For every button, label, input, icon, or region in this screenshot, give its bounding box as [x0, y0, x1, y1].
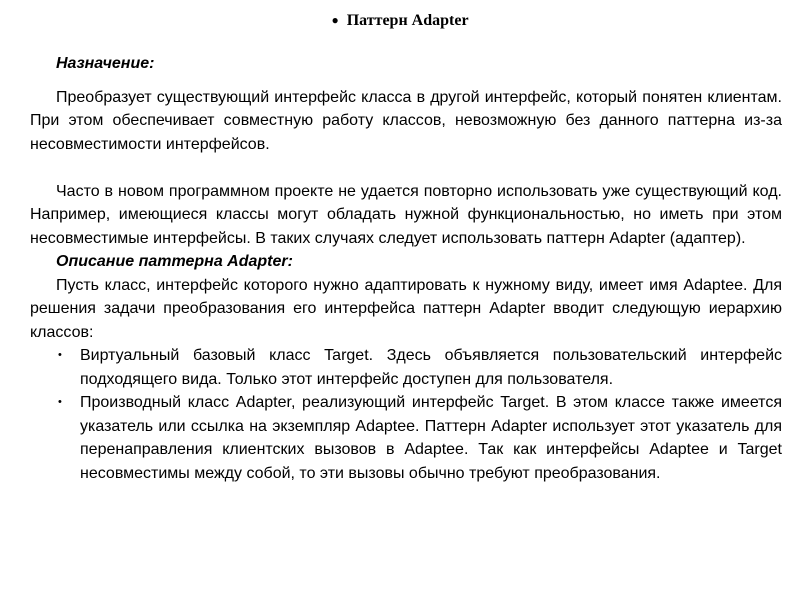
description-heading: Описание паттерна Adapter: — [56, 253, 293, 270]
description-intro: Пусть класс, интерфейс которого нужно адаптировать к нужному виду, имеет имя Adaptee. Для решения задачи преобразования его интерфейса паттерн Adapter вводит следующую иерархию классов: — [30, 276, 782, 341]
slide-content — [30, 52, 782, 485]
list-item-text: Виртуальный базовый класс Target. Здесь объявляется пользовательский интерфейс подходящего вида. Только этот интерфейс доступен для пользователя. — [80, 347, 782, 388]
class-hierarchy-list — [30, 344, 782, 485]
spacer — [30, 156, 782, 180]
spacer — [30, 76, 782, 86]
slide-title — [0, 10, 800, 31]
bullet-icon: • — [58, 396, 62, 408]
list-item — [30, 344, 782, 391]
list-item — [30, 391, 782, 485]
title-bullet-icon: ● — [331, 13, 339, 27]
purpose-paragraph-2: Часто в новом программном проекте не удается повторно использовать уже существующий код. Например, имеющиеся классы могут обладать нужной функциональностью, но иметь при этом несовместимые интерфейсы. В таких случаях следует использовать паттерн Adapter (адаптер). — [30, 182, 782, 247]
list-item-text: Производный класс Adapter, реализующий интерфейс Target. В этом классе также имеется указатель или ссылка на экземпляр Adaptee. Паттерн Adapter использует этот указатель для перенаправления клиентских вызовов в Adaptee. Так как интерфейсы Adaptee и Target несовместимы между собой, то эти вызовы обычно требуют преобразования. — [80, 394, 782, 482]
purpose-heading: Назначение: — [56, 55, 155, 72]
purpose-paragraph-1: Преобразует существующий интерфейс класса в другой интерфейс, который понятен клиентам. При этом обеспечивает совместную работу классов, невозможную без данного паттерна из-за несовместимости интерфейсов. — [30, 88, 782, 153]
bullet-icon: • — [58, 349, 62, 361]
slide-title-text: Паттерн Adapter — [346, 12, 469, 29]
